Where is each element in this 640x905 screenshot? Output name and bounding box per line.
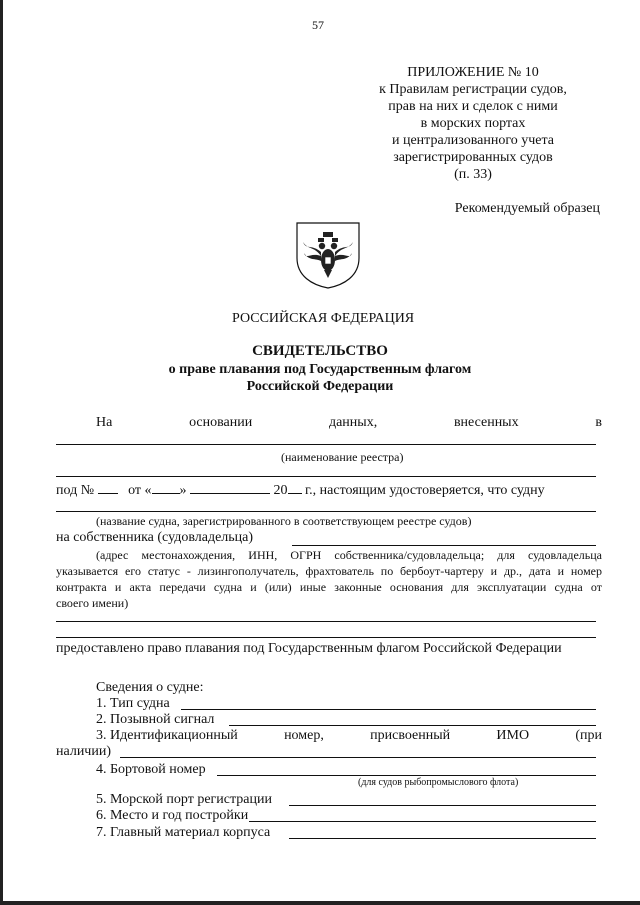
- item-board-field[interactable]: [217, 775, 596, 776]
- page-number: 57: [312, 18, 324, 32]
- basis-word: в: [595, 415, 602, 430]
- number-line: [56, 481, 602, 499]
- owner-blank-line-3[interactable]: [56, 637, 596, 638]
- imo-word: ИМО: [496, 728, 530, 743]
- imo-word: 3. Идентификационный: [96, 728, 238, 743]
- board-caption: (для судов рыбопромыслового флота): [358, 777, 519, 788]
- appendix-line: (п. 33): [454, 167, 492, 182]
- basis-word: внесенных: [453, 415, 519, 430]
- country-name: РОССИЙСКАЯ ФЕДЕРАЦИЯ: [232, 311, 415, 326]
- item-port-field[interactable]: [289, 805, 596, 806]
- from-label: от «: [128, 483, 152, 498]
- owner-blank-line-2[interactable]: [56, 621, 596, 622]
- item-port-label: 5. Морской порт регистрации: [96, 792, 272, 807]
- owner-caption-line: (адрес местонахождения, ИНН, ОГРН собственника/судовладельца; для судовладельца: [96, 548, 602, 562]
- appendix-line: к Правилам регистрации судов,: [379, 82, 567, 97]
- owner-label: на собственника (судовладельца): [56, 530, 254, 545]
- doc-title: СВИДЕТЕЛЬСТВО: [252, 343, 388, 359]
- number-blank[interactable]: [98, 481, 118, 494]
- appendix-line: и централизованного учета: [391, 133, 555, 148]
- appendix-line: зарегистрированных судов: [393, 150, 553, 165]
- quote-close: »: [179, 483, 187, 498]
- certify-text: г., настоящим удостоверяется, что судну: [305, 483, 545, 498]
- owner-blank-line[interactable]: [292, 545, 596, 546]
- month-blank[interactable]: [190, 481, 270, 494]
- scan-edge-left: [0, 0, 3, 905]
- imo-word: номер,: [284, 728, 324, 743]
- item-callsign-label: 2. Позывной сигнал: [96, 712, 215, 727]
- year-prefix: 20: [273, 483, 288, 498]
- item-imo-line: [96, 728, 602, 744]
- owner-caption-line: указывается его статус - лизингополучатель, фрахтователь по бербоут-чартеру и др., дата и номер: [56, 564, 602, 578]
- scan-edge-bottom: [0, 901, 640, 905]
- basis-word: данных,: [328, 415, 378, 430]
- owner-caption-line: контракта и акта передачи судна и (или) иные законные основания для эксплуатации судна от: [56, 580, 602, 594]
- year-blank[interactable]: [288, 481, 302, 494]
- registry-caption: (наименование реестра): [281, 450, 404, 464]
- basis-word: основании: [189, 415, 253, 430]
- granted-statement: предоставлено право плавания под Государственным флагом Российской Федерации: [56, 641, 562, 656]
- item-hull-field[interactable]: [289, 838, 596, 839]
- vessel-caption: (название судна, зарегистрированного в соответствующем реестре судов): [96, 514, 472, 528]
- registry-blank-line-2[interactable]: [56, 476, 596, 477]
- doc-subtitle-1: о праве плавания под Государственным флагом: [168, 362, 472, 377]
- imo-word: присвоенный: [370, 728, 451, 743]
- imo-word: (при: [575, 728, 602, 743]
- owner-caption-line: своего имени): [56, 596, 129, 610]
- item-callsign-field[interactable]: [229, 725, 596, 726]
- coat-of-arms-icon: [294, 220, 362, 290]
- registry-blank-line[interactable]: [56, 444, 596, 445]
- item-type-field[interactable]: [181, 709, 596, 710]
- day-blank[interactable]: [152, 481, 180, 494]
- item-board-label: 4. Бортовой номер: [96, 762, 206, 777]
- appendix-block: [358, 64, 588, 183]
- appendix-line: в морских портах: [420, 116, 526, 131]
- basis-line: [96, 415, 602, 431]
- number-label: под №: [56, 483, 95, 498]
- basis-word: На: [96, 415, 113, 430]
- vessel-info-title: Сведения о судне:: [96, 680, 204, 695]
- item-built-field[interactable]: [249, 821, 596, 822]
- vessel-blank-line[interactable]: [56, 511, 596, 512]
- item-type-label: 1. Тип судна: [96, 696, 170, 711]
- appendix-title: ПРИЛОЖЕНИЕ № 10: [407, 65, 539, 80]
- doc-subtitle-2: Российской Федерации: [246, 379, 394, 394]
- item-built-label: 6. Место и год постройки: [96, 808, 249, 823]
- appendix-line: прав на них и сделок с ними: [388, 99, 558, 114]
- item-imo-field[interactable]: [120, 757, 596, 758]
- recommended-sample: Рекомендуемый образец: [454, 201, 600, 216]
- item-hull-label: 7. Главный материал корпуса: [96, 825, 271, 840]
- imo-tail: наличии): [56, 744, 111, 759]
